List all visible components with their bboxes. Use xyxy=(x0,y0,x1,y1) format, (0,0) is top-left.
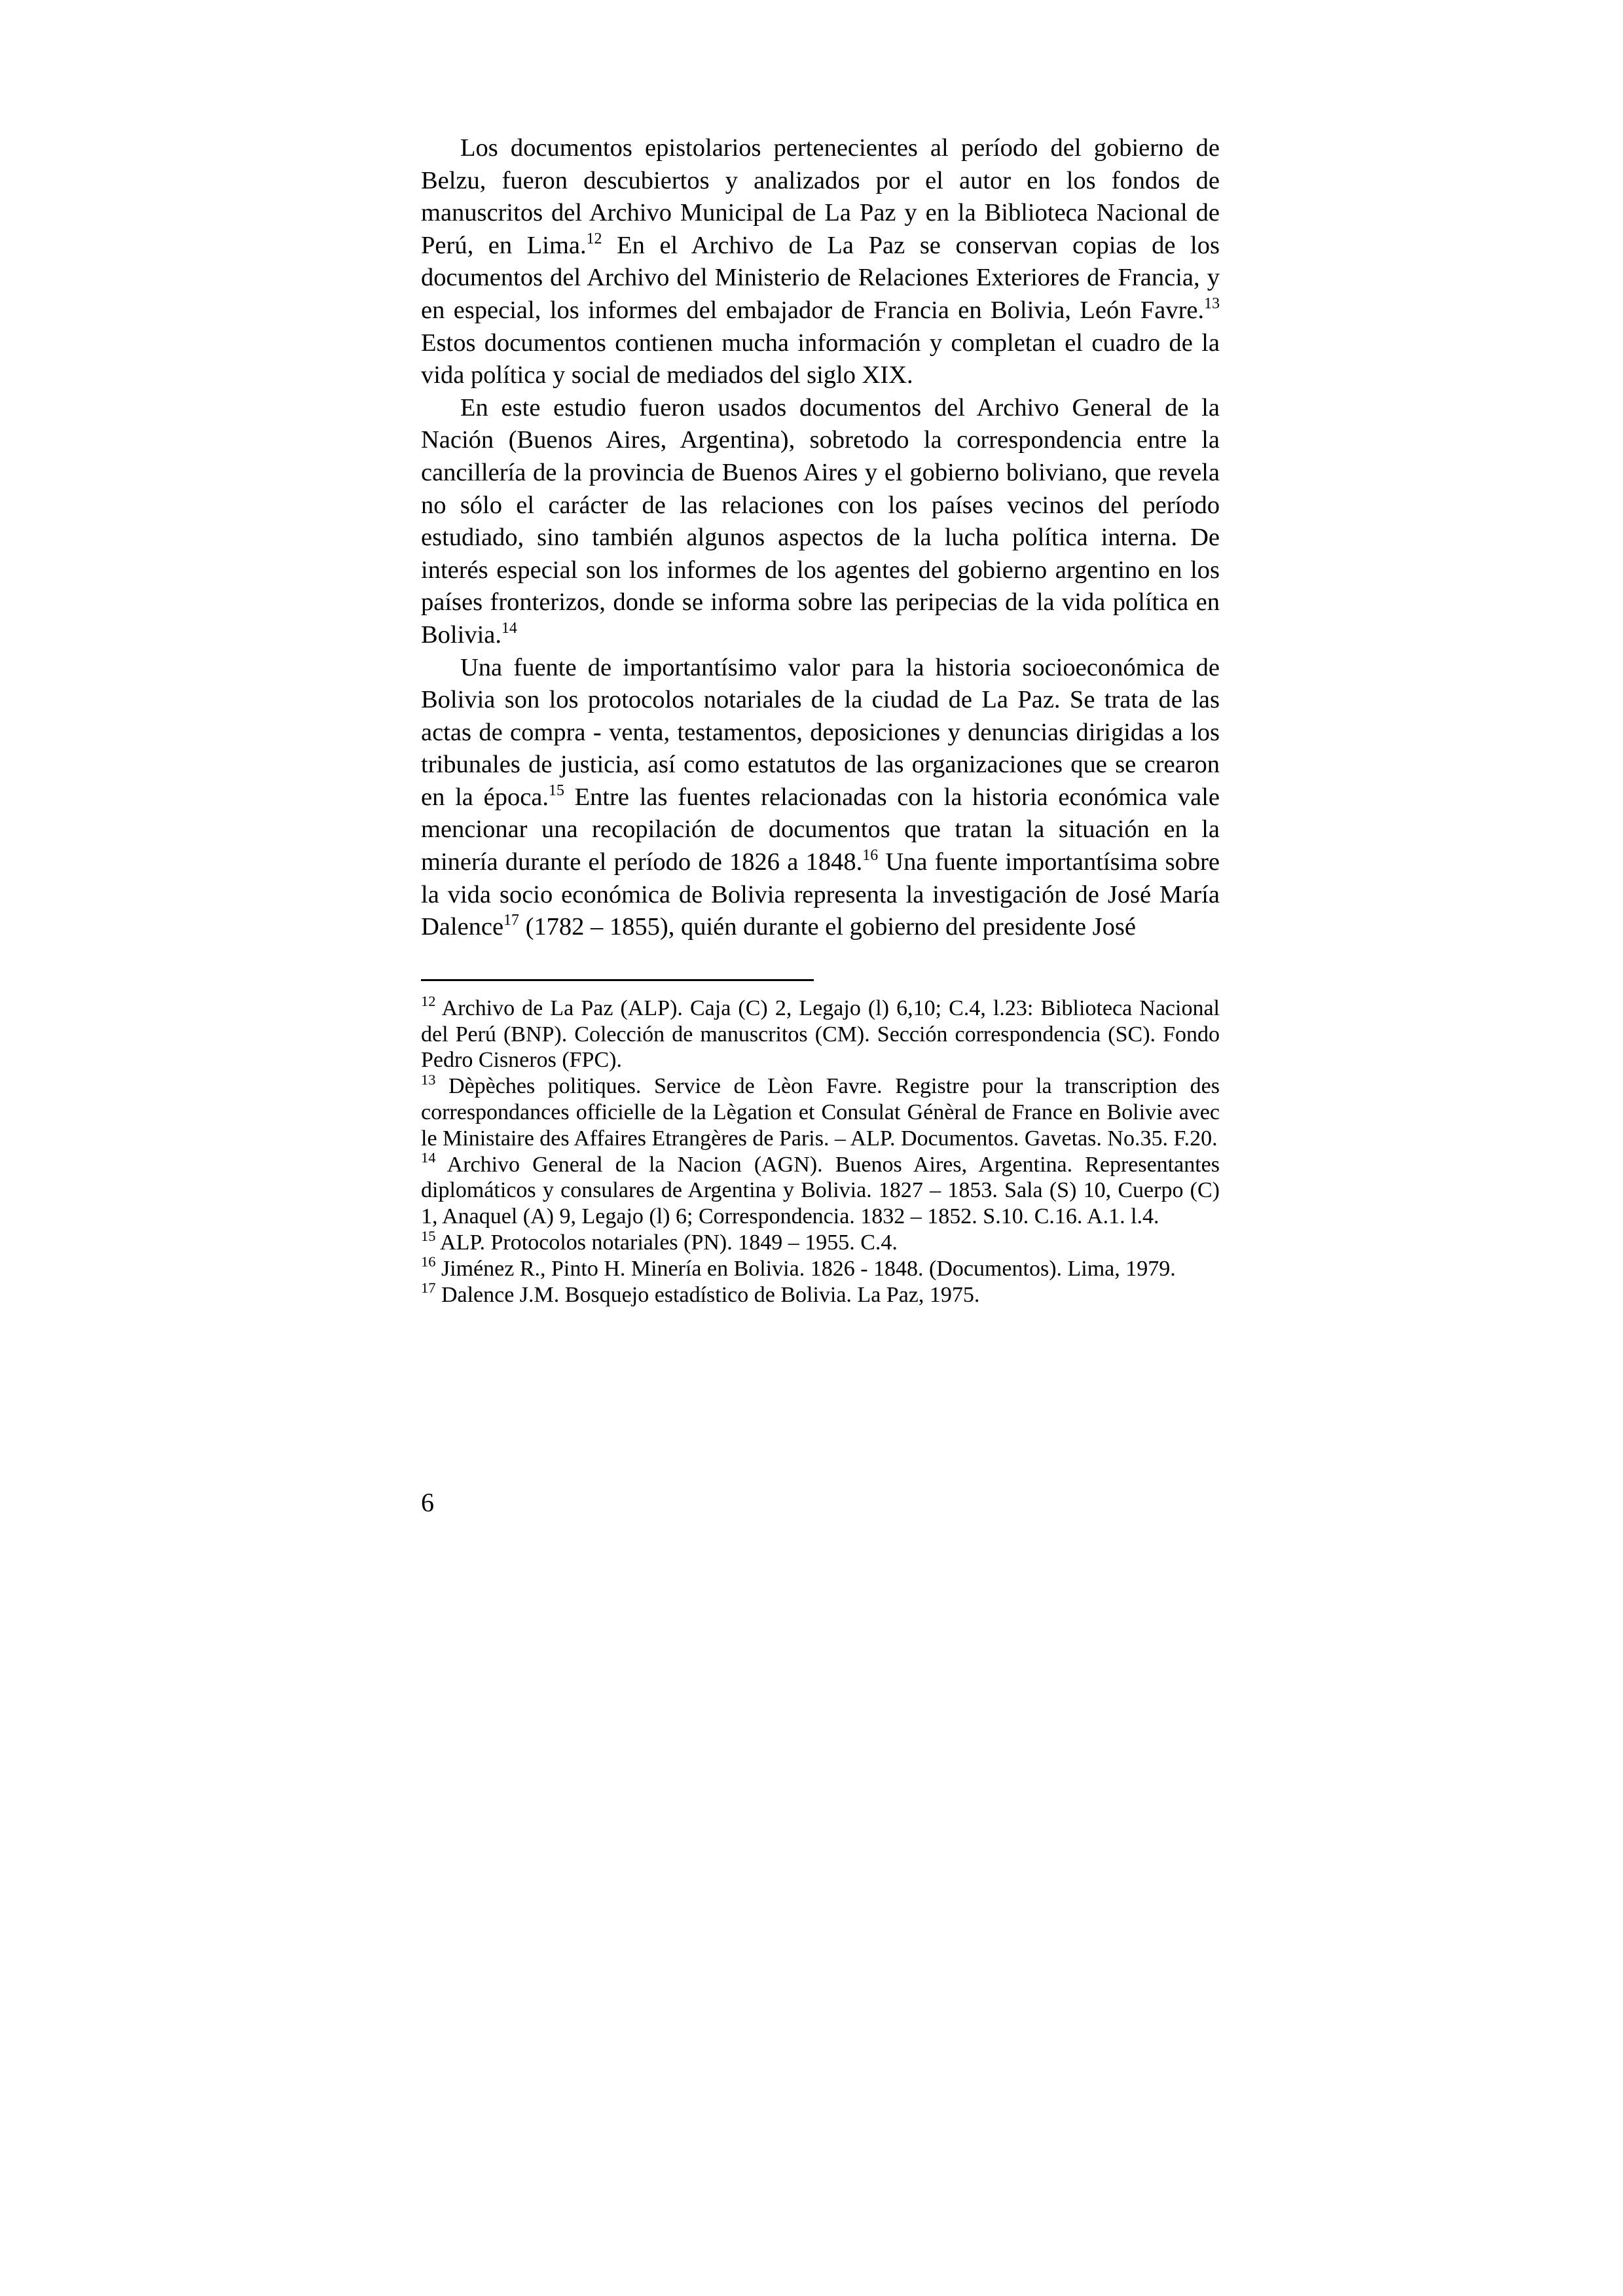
paragraph-2-text-1: En este estudio fueron usados documentos del Archivo General de la Nación (Buenos Aires, Argentina), sobretodo la correspondencia entre la cancillería de la provincia de Buenos Aires y el gobierno boliviano, que revela no sólo el carácter de las relaciones con los países vecinos del período estudiado, sino también algunos aspectos de la lucha política interna. De interés especial son los informes de los agentes del gobierno argentino en los países fronterizos, donde se informa sobre las peripecias de la vida política en Bolivia. xyxy=(421,393,1220,649)
paragraph-3-text-1: Una fuente de importantísimo valor para la historia socioeconómica de Bolivia son los protocolos notariales de la ciudad de La Paz. Se trata de las actas de compra - venta, testamentos, deposiciones y denuncias dirigidas a los tribunales de justicia, así como estatutos de las organizaciones que se crearon en la época. xyxy=(421,653,1220,811)
footnote-text: ALP. Protocolos notariales (PN). 1849 – 1955. C.4. xyxy=(435,1230,898,1255)
footnote-ref-13: 13 xyxy=(1204,295,1220,312)
footnote-14 xyxy=(421,1149,1220,1230)
footnote-number: 16 xyxy=(421,1253,436,1270)
footnote-text: Archivo de La Paz (ALP). Caja (C) 2, Legajo (l) 6,10; C.4, l.23: Biblioteca Nacional del Perú (BNP). Colección de manuscritos (CM). Sección correspondencia (SC). Fondo Pedro Cisneros (FPC). xyxy=(421,996,1220,1073)
footnotes xyxy=(421,993,1220,1308)
footnote-ref-12: 12 xyxy=(586,230,602,247)
footnote-ref-16: 16 xyxy=(862,847,879,865)
footnote-number: 12 xyxy=(421,993,436,1010)
footnote-16 xyxy=(421,1253,1220,1282)
paragraph-1-text-2: En el Archivo de La Paz se conservan copias de los documentos del Archivo del Ministerio de Relaciones Exteriores de Francia, y en especial, los informes del embajador de Francia en Bolivia, León Favre. xyxy=(421,231,1220,324)
paragraph-3-text-2: Entre las fuentes relacionadas con la historia económica vale mencionar una recopilación de documentos que tratan la situación en la minería durante el período de 1826 a 1848. xyxy=(421,783,1220,876)
page-content xyxy=(421,132,1220,1308)
page-number: 6 xyxy=(421,1488,434,1517)
footnote-ref-14: 14 xyxy=(501,619,517,637)
footnote-12 xyxy=(421,993,1220,1073)
footnote-number: 13 xyxy=(421,1071,436,1088)
footnote-separator xyxy=(421,979,814,981)
footnote-ref-17: 17 xyxy=(503,912,519,929)
paragraph-1 xyxy=(421,132,1220,392)
footnote-text: Dèpèches politiques. Service de Lèon Favre. Registre pour la transcription des correspondances officielle de la Lègation et Consulat Génèral de France en Bolivie avec le Ministaire des Affaires Etrangères de Paris. – ALP. Documentos. Gavetas. No.35. F.20. xyxy=(421,1074,1220,1151)
footnote-13 xyxy=(421,1073,1220,1151)
footnote-17 xyxy=(421,1282,1220,1308)
footnote-text: Jiménez R., Pinto H. Minería en Bolivia. 1826 - 1848. (Documentos). Lima, 1979. xyxy=(435,1256,1176,1281)
paragraph-3-text-4: (1782 – 1855), quién durante el gobierno del presidente José xyxy=(519,913,1136,941)
body-text xyxy=(421,132,1220,944)
paragraph-2 xyxy=(421,392,1220,652)
paragraph-3-text-3: Una fuente importantísima sobre la vida socio económica de Bolivia representa la investigación de José María Dalence xyxy=(421,848,1220,941)
paragraph-1-text-1: Los documentos epistolarios pertenecientes al período del gobierno de Belzu, fueron descubiertos y analizados por el autor en los fondos de manuscritos del Archivo Municipal de La Paz y en la Biblioteca Nacional de Perú, en Lima. xyxy=(421,134,1220,259)
footnote-15 xyxy=(421,1227,1220,1256)
footnote-number: 17 xyxy=(421,1280,436,1297)
footnote-text: Archivo General de la Nacion (AGN). Buenos Aires, Argentina. Representantes diplomáticos y consulares de Argentina y Bolivia. 1827 – 1853. Sala (S) 10, Cuerpo (C) 1, Anaquel (A) 9, Legajo (l) 6; Correspondencia. 1832 – 1852. S.10. C.16. A.1. l.4. xyxy=(421,1152,1220,1229)
footnote-number: 14 xyxy=(421,1149,436,1166)
paragraph-3 xyxy=(421,652,1220,944)
footnote-number: 15 xyxy=(421,1227,436,1244)
footnote-text: Dalence J.M. Bosquejo estadístico de Bolivia. La Paz, 1975. xyxy=(435,1282,980,1307)
footnote-ref-15: 15 xyxy=(549,781,564,799)
paragraph-1-text-3: Estos documentos contienen mucha información y completan el cuadro de la vida política y social de mediados del siglo XIX. xyxy=(421,329,1220,389)
